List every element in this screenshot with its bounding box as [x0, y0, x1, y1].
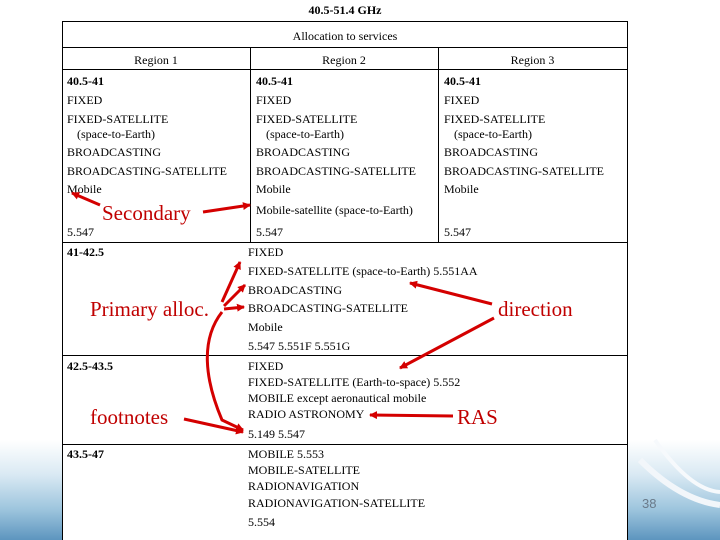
arrow-direction-up — [410, 283, 492, 304]
row-41-line: BROADCASTING — [248, 283, 343, 297]
region-1-line: BROADCASTING-SATELLITE — [67, 164, 227, 178]
region-3-header: Region 3 — [510, 53, 555, 67]
annotation-primary: Primary alloc. — [90, 297, 209, 321]
row-band-41: 41-42.5 — [67, 245, 104, 259]
slide-number: 38 — [642, 496, 657, 511]
region-3-line: Mobile — [444, 182, 479, 196]
row-41-line: FIXED-SATELLITE (space-to-Earth) 5.551AA — [248, 264, 478, 278]
row-43-line: RADIONAVIGATION — [248, 479, 360, 493]
region-3-line: BROADCASTING — [444, 145, 539, 159]
region-3-line: FIXED-SATELLITE — [444, 112, 546, 126]
region-1-line: (space-to-Earth) — [77, 127, 155, 141]
band-title: 40.5-51.4 GHz — [308, 3, 382, 17]
row-42-footnote: 5.149 5.547 — [248, 427, 305, 441]
row-band-42: 42.5-43.5 — [67, 359, 113, 373]
row-42-line: FIXED — [248, 359, 284, 373]
region-2-line: FIXED-SATELLITE — [256, 112, 358, 126]
annotation-secondary: Secondary — [102, 201, 191, 225]
arrow-primary-bss — [224, 307, 244, 309]
arrow-direction-down — [400, 318, 494, 368]
region-2-line: BROADCASTING-SATELLITE — [256, 164, 416, 178]
region-1-line: Mobile — [67, 182, 102, 196]
row-43-line: RADIONAVIGATION-SATELLITE — [248, 496, 426, 510]
row-42-line: RADIO ASTRONOMY — [248, 407, 365, 421]
annotation-ras: RAS — [457, 405, 498, 429]
region-1-line: FIXED-SATELLITE — [67, 112, 169, 126]
arrow-secondary-mobile — [72, 193, 100, 205]
arrow-secondary-mobile-satellite — [203, 205, 250, 212]
region-1-header: Region 1 — [134, 53, 178, 67]
region-2-header: Region 2 — [322, 53, 366, 67]
allocation-header: Allocation to services — [292, 29, 398, 43]
region-1-line: BROADCASTING — [67, 145, 162, 159]
region-3-footnote: 5.547 — [444, 225, 471, 239]
region-1-footnote: 5.547 — [67, 225, 94, 239]
row-43-line: MOBILE 5.553 — [248, 447, 324, 461]
row-41-line: Mobile — [248, 320, 283, 334]
region-1-line: FIXED — [67, 93, 103, 107]
region-3-line: FIXED — [444, 93, 480, 107]
row-42-line: MOBILE except aeronautical mobile — [248, 391, 427, 405]
region-2-band: 40.5-41 — [256, 74, 293, 88]
row-41-line: FIXED — [248, 245, 284, 259]
arrow-ras — [370, 415, 453, 416]
region-2-secondary-line: Mobile-satellite (space-to-Earth) — [256, 203, 413, 217]
arrow-primary-fixed — [222, 262, 240, 302]
row-42-line: FIXED-SATELLITE (Earth-to-space) 5.552 — [248, 375, 461, 389]
region-3-band: 40.5-41 — [444, 74, 481, 88]
region-2-line: (space-to-Earth) — [266, 127, 344, 141]
row-43-footnote: 5.554 — [248, 515, 275, 529]
region-2-footnote: 5.547 — [256, 225, 283, 239]
row-41-line: BROADCASTING-SATELLITE — [248, 301, 408, 315]
region-3-line: BROADCASTING-SATELLITE — [444, 164, 604, 178]
region-2-line: FIXED — [256, 93, 292, 107]
region-1-band: 40.5-41 — [67, 74, 104, 88]
row-43-line: MOBILE-SATELLITE — [248, 463, 360, 477]
arrow-footnotes-curve — [207, 312, 243, 430]
row-41-footnote: 5.547 5.551F 5.551G — [248, 339, 351, 353]
region-2-line: Mobile — [256, 182, 291, 196]
annotation-footnotes: footnotes — [90, 405, 169, 429]
region-3-line: (space-to-Earth) — [454, 127, 532, 141]
region-2-line: BROADCASTING — [256, 145, 351, 159]
annotation-direction: direction — [498, 297, 573, 321]
row-band-43: 43.5-47 — [67, 447, 104, 461]
